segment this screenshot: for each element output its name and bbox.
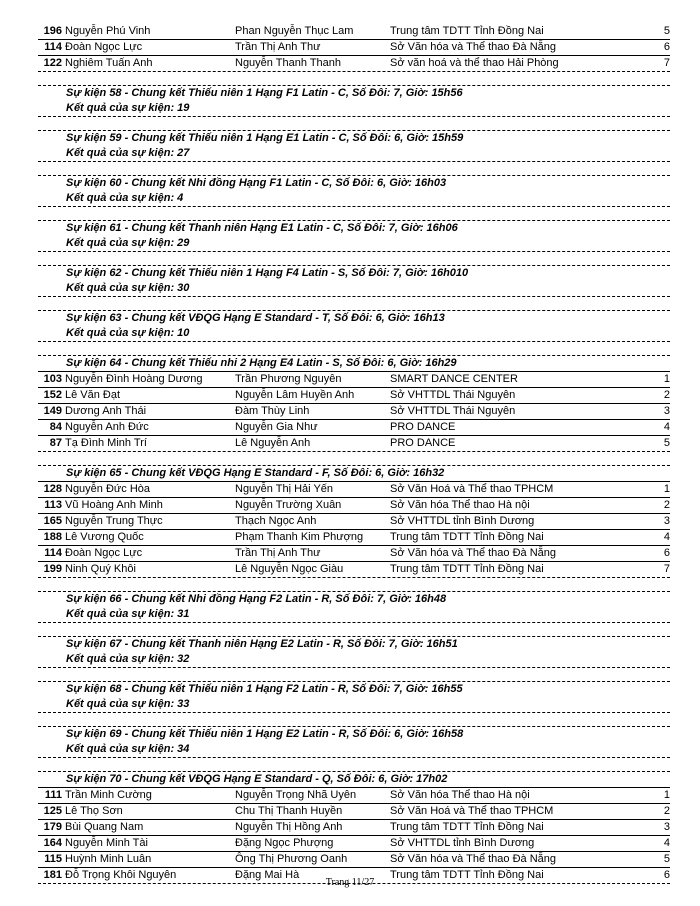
dancer-name: Đỗ Trọng Khôi Nguyên: [65, 869, 177, 881]
competitor-number: 115: [44, 853, 62, 865]
club-name: Sở VHTTDL tỉnh Bình Dương: [390, 515, 535, 527]
placement: 5: [663, 25, 670, 37]
event-result-text: Kết quả của sự kiện: 30: [38, 281, 670, 297]
event-result-text: Kết quả của sự kiện: 19: [38, 101, 670, 117]
dancer-name: Tạ Đình Minh Trí: [65, 437, 147, 449]
partner-name: Đặng Mai Hà: [235, 869, 300, 881]
partner-name: Đặng Ngọc Phượng: [235, 837, 334, 849]
result-row: [38, 788, 670, 804]
event-title: Sự kiện 63 - Chung kết VĐQG Hạng E Standard - T, Số Đôi: 6, Giờ: 16h13: [38, 310, 670, 326]
partner-name: Trần Thị Anh Thư: [235, 547, 321, 559]
dancer-name: Nguyễn Đình Hoàng Dương: [65, 373, 203, 385]
result-row: [38, 436, 670, 452]
placement: 3: [663, 515, 670, 527]
partner-name: Thạch Ngọc Anh: [235, 515, 317, 527]
result-row: [38, 562, 670, 578]
result-row: [38, 498, 670, 514]
placement: 2: [663, 389, 670, 401]
dancer-name: Đoàn Ngọc Lực: [65, 547, 143, 559]
placement: 5: [663, 853, 670, 865]
partner-name: Phạm Thanh Kim Phượng: [235, 531, 364, 543]
placement: 4: [663, 421, 670, 433]
event-title: Sự kiện 64 - Chung kết Thiếu nhi 2 Hạng E4 Latin - S, Số Đôi: 6, Giờ: 16h29: [38, 355, 670, 372]
results-document: [38, 24, 670, 884]
event-title: Sự kiện 66 - Chung kết Nhi đồng Hạng F2 Latin - R, Số Đôi: 7, Giờ: 16h48: [38, 591, 670, 607]
placement: 6: [663, 547, 670, 559]
dancer-name: Lê Thọ Sơn: [65, 805, 123, 817]
event-title: Sự kiện 61 - Chung kết Thanh niên Hạng E1 Latin - C, Số Đôi: 7, Giờ: 16h06: [38, 220, 670, 236]
placement: 7: [663, 57, 670, 69]
partner-name: Lê Nguyễn Ngọc Giàu: [235, 563, 344, 575]
partner-name: Phan Nguyễn Thục Lam: [235, 25, 354, 37]
dancer-name: Dương Anh Thái: [65, 405, 147, 417]
event-title: Sự kiện 69 - Chung kết Thiếu niên 1 Hạng E2 Latin - R, Số Đôi: 6, Giờ: 16h58: [38, 726, 670, 742]
event-title: Sự kiện 62 - Chung kết Thiếu niên 1 Hạng F4 Latin - S, Số Đôi: 7, Giờ: 16h010: [38, 265, 670, 281]
club-name: Sở văn hoá và thể thao Hải Phòng: [390, 57, 559, 69]
club-name: Sở Văn hóa Thể thao Hà nội: [390, 499, 530, 511]
partner-name: Nguyễn Thị Hồng Anh: [235, 821, 343, 833]
result-row: [38, 804, 670, 820]
competitor-number: 196: [43, 25, 62, 37]
competitor-number: 152: [43, 389, 62, 401]
competitor-number: 103: [43, 373, 62, 385]
partner-name: Trần Phương Nguyên: [235, 373, 342, 385]
dancer-name: Bùi Quang Nam: [65, 821, 144, 833]
partner-name: Chu Thị Thanh Huyền: [235, 805, 343, 817]
result-row: [38, 40, 670, 56]
competitor-number: 122: [43, 57, 62, 69]
competitor-number: 165: [43, 515, 62, 527]
placement: 7: [663, 563, 670, 575]
dancer-name: Nghiêm Tuấn Anh: [65, 57, 153, 69]
club-name: Trung tâm TDTT Tỉnh Đồng Nai: [390, 531, 544, 543]
result-row: [38, 388, 670, 404]
partner-name: Ông Thị Phương Oanh: [235, 853, 348, 865]
dancer-name: Nguyễn Minh Tài: [65, 837, 148, 849]
club-name: Sở VHTTDL Thái Nguyên: [390, 389, 516, 401]
competitor-number: 87: [49, 437, 62, 449]
club-name: Trung tâm TDTT Tỉnh Đồng Nai: [390, 563, 544, 575]
partner-name: Nguyễn Trọng Nhã Uyên: [235, 789, 357, 801]
event-result-text: Kết quả của sự kiện: 4: [38, 191, 670, 207]
result-row: [38, 372, 670, 388]
partner-name: Nguyễn Gia Như: [235, 421, 318, 433]
competitor-number: 114: [44, 547, 62, 559]
competitor-number: 164: [43, 837, 62, 849]
competitor-number: 111: [44, 789, 62, 801]
event-result-text: Kết quả của sự kiện: 34: [38, 742, 670, 758]
placement: 6: [663, 41, 670, 53]
club-name: PRO DANCE: [390, 421, 456, 433]
event-result-text: Kết quả của sự kiện: 29: [38, 236, 670, 252]
dancer-name: Huỳnh Minh Luân: [65, 853, 152, 865]
event-title: Sự kiện 60 - Chung kết Nhi đồng Hạng F1 Latin - C, Số Đôi: 6, Giờ: 16h03: [38, 175, 670, 191]
placement: 3: [663, 405, 670, 417]
result-row: [38, 420, 670, 436]
event-title: Sự kiện 58 - Chung kết Thiếu niên 1 Hạng F1 Latin - C, Số Đôi: 7, Giờ: 15h56: [38, 85, 670, 101]
dancer-name: Lê Văn Đạt: [65, 389, 121, 401]
event-title: Sự kiện 70 - Chung kết VĐQG Hạng E Standard - Q, Số Đôi: 6, Giờ: 17h02: [38, 771, 670, 788]
partner-name: Nguyễn Thị Hải Yến: [235, 483, 334, 495]
result-row: [38, 852, 670, 868]
competitor-number: 113: [44, 499, 62, 511]
placement: 2: [663, 499, 670, 511]
dancer-name: Nguyễn Đức Hòa: [65, 483, 151, 495]
competitor-number: 199: [43, 563, 62, 575]
result-row: [38, 56, 670, 72]
club-name: Sở Văn Hoá và Thể thao TPHCM: [390, 483, 554, 495]
event-result-text: Kết quả của sự kiện: 32: [38, 652, 670, 668]
dancer-name: Lê Vương Quốc: [65, 531, 144, 543]
dancer-name: Ninh Quý Khôi: [65, 563, 136, 575]
result-row: [38, 546, 670, 562]
event-result-text: Kết quả của sự kiện: 33: [38, 697, 670, 713]
result-row: [38, 24, 670, 40]
event-title: Sự kiện 68 - Chung kết Thiếu niên 1 Hạng F2 Latin - R, Số Đôi: 7, Giờ: 16h55: [38, 681, 670, 697]
placement: 6: [663, 869, 670, 881]
competitor-number: 84: [49, 421, 62, 433]
club-name: PRO DANCE: [390, 437, 456, 449]
dancer-name: Vũ Hoàng Anh Minh: [65, 499, 163, 511]
competitor-number: 179: [43, 821, 62, 833]
club-name: Sở Văn hóa và Thể thao Đà Nẵng: [390, 547, 557, 559]
result-row: [38, 514, 670, 530]
placement: 3: [663, 821, 670, 833]
partner-name: Nguyễn Trường Xuân: [235, 499, 342, 511]
competitor-number: 125: [43, 805, 62, 817]
competitor-number: 181: [43, 869, 62, 881]
partner-name: Nguyễn Thanh Thanh: [235, 57, 342, 69]
club-name: Trung tâm TDTT Tỉnh Đồng Nai: [390, 821, 544, 833]
competitor-number: 128: [43, 483, 62, 495]
club-name: Trung tâm TDTT Tỉnh Đồng Nai: [390, 25, 544, 37]
placement: 1: [663, 483, 670, 495]
partner-name: Lê Nguyễn Anh: [235, 437, 311, 449]
event-result-text: Kết quả của sự kiện: 10: [38, 326, 670, 342]
event-result-text: Kết quả của sự kiện: 31: [38, 607, 670, 623]
dancer-name: Trần Minh Cường: [65, 789, 152, 801]
club-name: Sở Văn Hoá và Thể thao TPHCM: [390, 805, 554, 817]
placement: 5: [663, 437, 670, 449]
placement: 1: [663, 373, 670, 385]
result-row: [38, 404, 670, 420]
event-title: Sự kiện 65 - Chung kết VĐQG Hạng E Standard - F, Số Đôi: 6, Giờ: 16h32: [38, 465, 670, 482]
result-row: [38, 530, 670, 546]
result-row: [38, 836, 670, 852]
placement: 2: [663, 805, 670, 817]
dancer-name: Nguyễn Trung Thực: [65, 515, 163, 527]
partner-name: Nguyễn Lâm Huyền Anh: [235, 389, 355, 401]
partner-name: Trần Thị Anh Thư: [235, 41, 321, 53]
placement: 4: [663, 531, 670, 543]
result-row: [38, 482, 670, 498]
dancer-name: Nguyễn Anh Đức: [65, 421, 149, 433]
competitor-number: 114: [44, 41, 62, 53]
competitor-number: 149: [43, 405, 62, 417]
placement: 4: [663, 837, 670, 849]
competitor-number: 188: [43, 531, 62, 543]
club-name: SMART DANCE CENTER: [390, 373, 518, 385]
result-row: [38, 820, 670, 836]
placement: 1: [663, 789, 670, 801]
event-result-text: Kết quả của sự kiện: 27: [38, 146, 670, 162]
club-name: Sở Văn hóa và Thể thao Đà Nẵng: [390, 853, 557, 865]
club-name: Sở VHTTDL Thái Nguyên: [390, 405, 516, 417]
event-title: Sự kiện 67 - Chung kết Thanh niên Hạng E2 Latin - R, Số Đôi: 7, Giờ: 16h51: [38, 636, 670, 652]
dancer-name: Đoàn Ngọc Lực: [65, 41, 143, 53]
event-title: Sự kiện 59 - Chung kết Thiếu niên 1 Hạng E1 Latin - C, Số Đôi: 6, Giờ: 15h59: [38, 130, 670, 146]
club-name: Sở Văn hóa Thể thao Hà nội: [390, 789, 530, 801]
club-name: Sở VHTTDL tỉnh Bình Dương: [390, 837, 535, 849]
club-name: Sở Văn hóa và Thể thao Đà Nẵng: [390, 41, 557, 53]
partner-name: Đàm Thùy Linh: [235, 405, 310, 417]
page-number: Trang 11/27: [325, 877, 375, 888]
club-name: Trung tâm TDTT Tỉnh Đồng Nai: [390, 869, 544, 881]
dancer-name: Nguyễn Phú Vinh: [65, 25, 151, 37]
